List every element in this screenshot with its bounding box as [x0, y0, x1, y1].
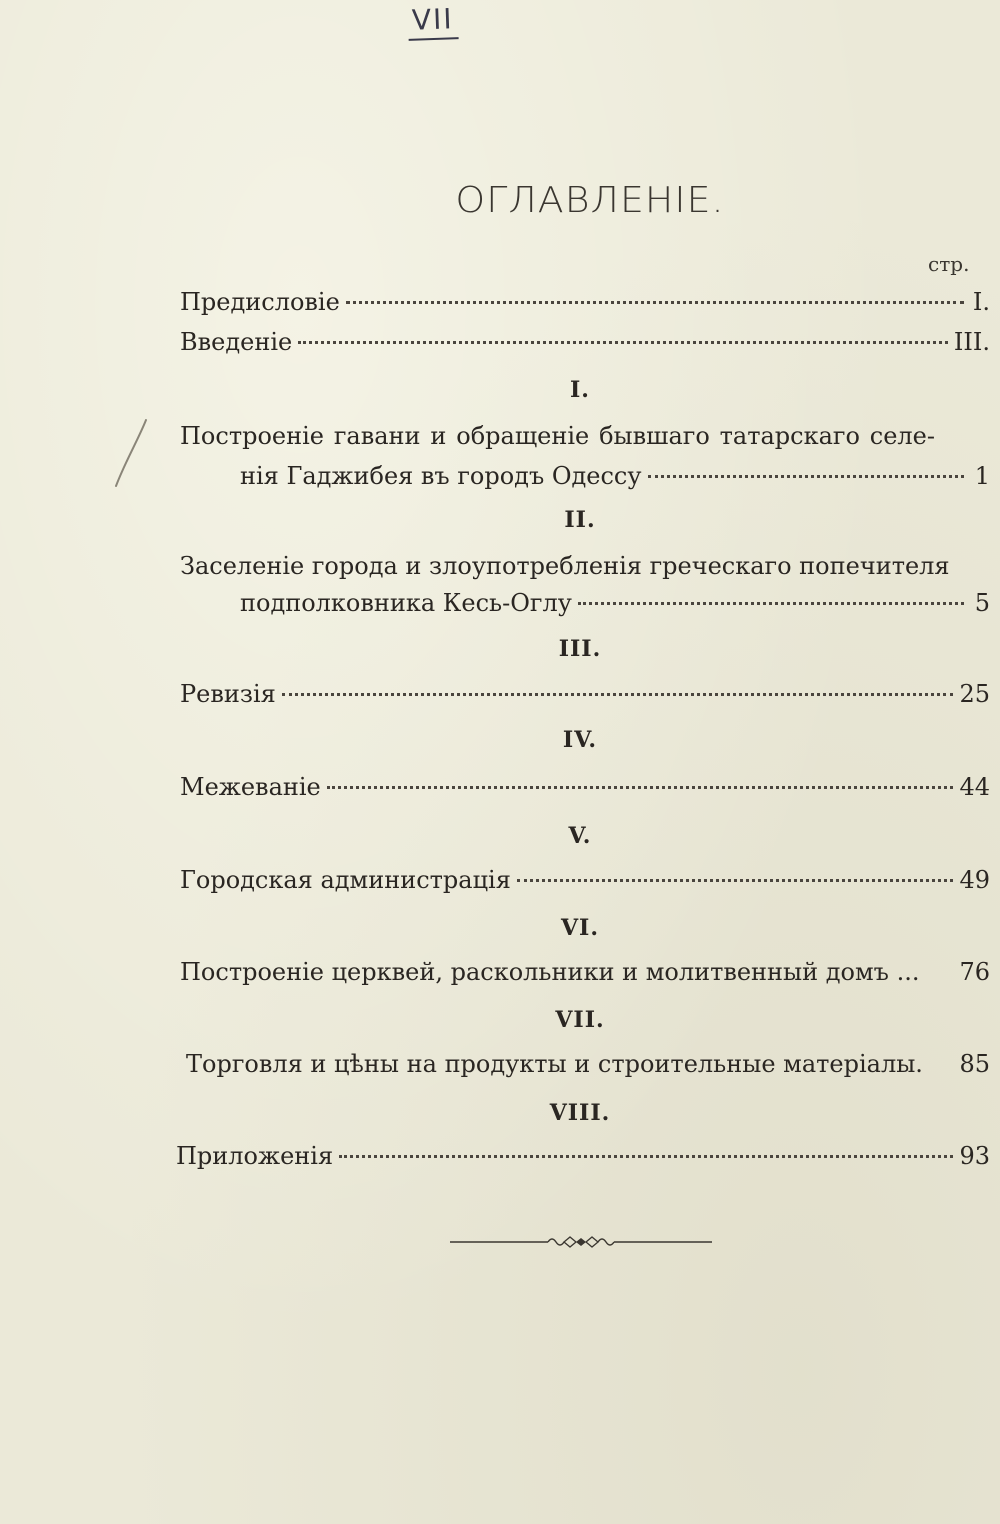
chapter-number: IV.	[562, 727, 598, 753]
toc-entry-chapter-3[interactable]	[180, 674, 990, 714]
toc-entry-page: 49	[959, 866, 990, 894]
toc-entry-preface[interactable]	[180, 282, 990, 322]
page-column-header: стр.	[928, 252, 970, 276]
toc-entry-chapter-5[interactable]	[180, 860, 990, 900]
toc-entry-title: подполковника Кесь-Оглу	[240, 589, 572, 617]
toc-entry-title: Введеніе	[180, 328, 293, 356]
toc-entry-page: III.	[953, 328, 990, 356]
chapter-number: III.	[558, 636, 602, 662]
chapter-number: V.	[568, 823, 592, 849]
dot-leader	[282, 693, 954, 696]
handwritten-folio: VII	[407, 1, 458, 41]
toc-entry-chapter-2[interactable]	[240, 583, 990, 623]
toc-entry-title: Межеваніе	[180, 773, 321, 801]
dot-leader	[298, 341, 948, 344]
dot-leader	[517, 879, 954, 882]
toc-entry-page: 44	[959, 773, 990, 801]
toc-entry-chapter-4[interactable]	[180, 767, 990, 807]
dot-leader	[578, 602, 964, 605]
ornament-divider-icon	[450, 1232, 712, 1252]
chapter-number: VII.	[555, 1007, 605, 1033]
page-title: ОГЛАВЛЕНІЕ.	[455, 180, 725, 221]
dot-leader	[648, 475, 965, 478]
toc-entry-introduction[interactable]	[180, 322, 990, 362]
pencil-mark-icon	[112, 416, 152, 490]
toc-entry-title-line: Построеніе гавани и обращеніе бывшаго татарскаго селе-	[180, 422, 935, 450]
toc-entry-title: Городская администрація	[180, 866, 511, 894]
toc-entry-page: 1	[974, 462, 990, 490]
chapter-number: II.	[564, 507, 596, 533]
toc-entry-chapter-7[interactable]	[180, 1044, 990, 1084]
toc-entry-title: Предисловіе	[180, 288, 340, 316]
toc-entry-page: I.	[972, 288, 990, 316]
dot-leader	[327, 786, 954, 789]
chapter-number: VI.	[560, 915, 600, 941]
toc-entry-chapter-8[interactable]	[176, 1136, 990, 1176]
toc-entry-page: 85	[959, 1050, 990, 1078]
toc-entry-title: Приложенія	[176, 1142, 334, 1170]
toc-entry-chapter-6[interactable]	[180, 952, 990, 992]
toc-entry-title: Построеніе церквей, раскольники и молитвенный домъ ...	[180, 958, 920, 986]
toc-entry-title: Торговля и цѣны на продукты и строительные матеріалы.	[186, 1050, 923, 1078]
toc-entry-title: Ревизія	[180, 680, 276, 708]
toc-entry-page: 76	[959, 958, 990, 986]
dot-leader	[339, 1155, 953, 1158]
toc-entry-title: нія Гаджибея въ городъ Одессу	[240, 462, 642, 490]
toc-entry-chapter-1[interactable]	[240, 456, 990, 496]
toc-entry-page: 5	[974, 589, 990, 617]
toc-entry-title-line: Заселеніе города и злоупотребленія греческаго попечителя	[180, 552, 950, 580]
chapter-number: VIII.	[549, 1100, 611, 1126]
dot-leader	[346, 301, 964, 304]
toc-entry-page: 93	[959, 1142, 990, 1170]
toc-entry-page: 25	[959, 680, 990, 708]
chapter-number: I.	[570, 377, 590, 403]
